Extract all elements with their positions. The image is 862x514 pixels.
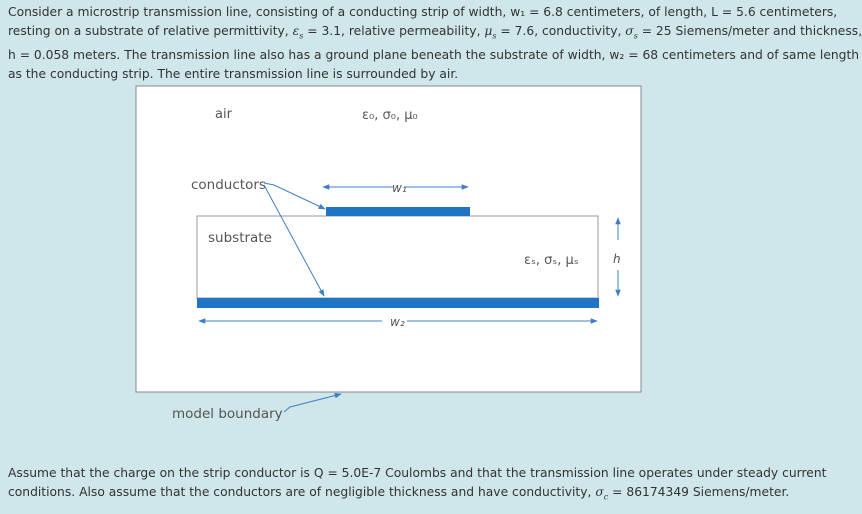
w1-label: w₁ xyxy=(392,181,407,195)
w2-label: w₂ xyxy=(390,315,405,329)
air-label: air xyxy=(215,107,232,122)
statement-line-3: h = 0.058 meters. The transmission line also has a ground plane beneath the substrate of width, w₂ = 68 centimeters and of same length xyxy=(8,47,860,62)
ground-plane xyxy=(197,298,599,308)
sigma-c-symbol: $\sigma_c$ xyxy=(595,485,609,502)
h-label: h xyxy=(613,252,621,266)
statement-line-1: Consider a microstrip transmission line, consisting of a conducting strip of width, w₁ = 6.8 centimeters, of length, L = 5.6 centimeters, xyxy=(8,5,838,19)
assumptions-line-2: conditions. Also assume that the conductors are of negligible thickness and have conductivity, $\sigma_c = 86174349$ Siemens/meter. xyxy=(8,485,790,502)
assumptions-line-1: Assume that the charge on the strip conductor is Q = 5.0E-7 Coulombs and that the transmission line operates under steady current xyxy=(8,466,827,480)
statement-line-4: as the conducting strip. The entire transmission line is surrounded by air. xyxy=(8,67,459,82)
air-params-label: ε₀, σ₀, μ₀ xyxy=(362,108,418,123)
sigma-s-symbol: $\sigma_s$ xyxy=(625,24,638,41)
boundary-leader xyxy=(284,394,341,412)
eps-s-symbol: $\varepsilon_s$ xyxy=(292,24,304,41)
substrate-params-label: εₛ, σₛ, μₛ xyxy=(524,253,579,268)
substrate-label: substrate xyxy=(208,230,272,246)
strip-conductor xyxy=(326,207,470,216)
statement-line-2: resting on a substrate of relative permittivity, $\varepsilon_s = 3.1$, relative permeability, $\mu_s = 7.6$, conductivity, $\sigma_s = 25$ Siemens/meter and thickness, xyxy=(8,24,862,41)
mu-s-symbol: $\mu_s$ xyxy=(484,24,497,41)
conductors-label: conductors xyxy=(191,177,266,193)
assumptions-statement xyxy=(8,464,827,507)
model-boundary-label: model boundary xyxy=(172,406,283,422)
